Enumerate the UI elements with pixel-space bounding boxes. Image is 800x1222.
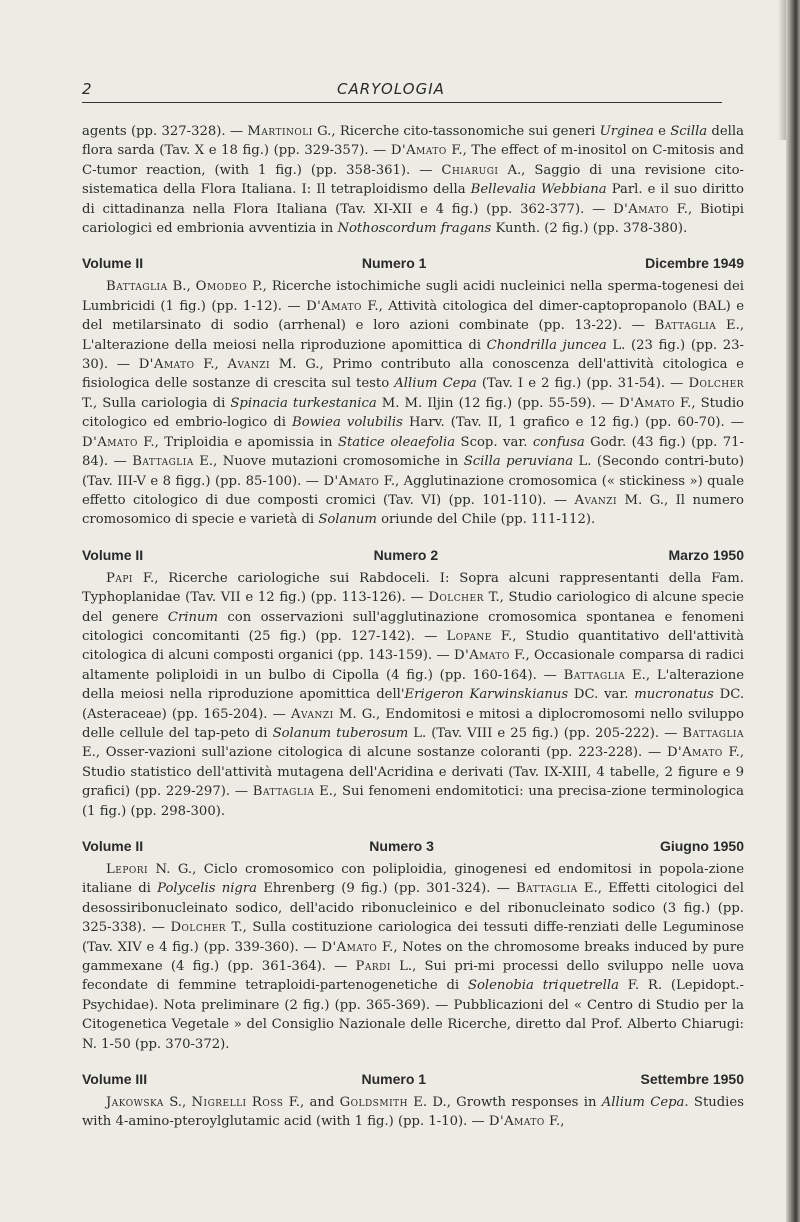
issue-heading	[82, 547, 744, 563]
text-run: T., Sulla cariologia di	[82, 395, 231, 411]
text-run: E. D., Growth responses in	[407, 1095, 602, 1111]
text-run: F., Ricerche cariologiche sui Rabdoceli. I: Sopra alcuni rappresentanti della Fam. Typhoplanidae (Tav. VII e 12 fig.) (pp. 113-126). —	[82, 570, 744, 606]
author-name: D'Amato	[613, 201, 669, 217]
taxon-name: Solenobia triquetrella	[467, 978, 619, 994]
author-name: Papi	[106, 570, 133, 586]
author-name: D'Amato	[454, 648, 510, 664]
text-run: E., Nuove mutazioni cromosomiche in	[193, 454, 464, 470]
volume-label: Volume II	[82, 255, 144, 272]
text-run: E., Osser-vazioni sull'azione citologica di alcune sostanze coloranti (pp. 223-228). —	[82, 745, 667, 761]
text-run: F., and	[283, 1095, 340, 1111]
author-name: Dolcher	[170, 920, 226, 936]
running-header	[82, 80, 722, 103]
author-name: D'Amato	[619, 395, 675, 411]
text-run: F., Studio statistico dell'attività mutagena dell'Acridina e derivati (Tav. IX-XIII, 4 tabelle, 2 figure e 9 grafici) (pp. 229-297). —	[82, 745, 745, 800]
text-run: Scop. var.	[455, 434, 533, 450]
author-name: Battaglia	[252, 784, 315, 800]
issue-heading	[82, 1071, 744, 1087]
author-name: Battaglia	[132, 454, 194, 470]
author-name: D'Amato	[666, 745, 723, 761]
issue-date: Settembre 1950	[640, 1071, 744, 1088]
author-name: Lopane	[446, 628, 492, 644]
text-run: B.,	[167, 279, 196, 295]
author-name: D'Amato	[321, 939, 378, 955]
taxon-name: Urginea	[599, 124, 654, 139]
author-name: Omodeo	[195, 279, 248, 295]
taxon-name: Chondrilla juncea	[486, 337, 607, 353]
text-run: oriunde del Chile (pp. 111-112).	[376, 512, 596, 528]
author-name: Nigrelli	[191, 1095, 247, 1111]
text-run: F.,	[544, 1114, 565, 1130]
author-name: Jakowska	[106, 1095, 164, 1111]
page-number: 2	[82, 80, 92, 98]
taxon-name: Nothoscordum fragans	[337, 221, 492, 237]
text-run: con osservazioni sull'agglutinazione cromosomica spontanea e fenomeni citologici concomitanti (25 fig.) (pp. 127-142). —	[82, 609, 744, 644]
text-run: N. G., Ciclo cromosomico con poliploidia, ginogenesi ed endomitosi in popola-zione italiane di	[82, 862, 744, 897]
text-run: F., Attività citologica del dimer-captopropanolo (BAL) e del metilarsinato di sodio (arrhenal) e loro azioni combinate (pp. 13-22). —	[82, 298, 744, 334]
text-run: F., Occasionale comparsa di radici altamente poliploidi in un bulbo di Cipolla (4 fig.) (pp. 160-164). —	[82, 648, 744, 683]
text-run: T., Studio cariologico di alcune specie del genere	[82, 590, 744, 625]
taxon-name: Crinum	[167, 609, 219, 625]
author-name: Avanzi	[574, 492, 618, 508]
numero-label: Numero 3	[369, 838, 434, 854]
text-run: E., L'alterazione della meiosi nella riproduzione apomittica dell'	[82, 667, 745, 703]
text-run: L. (Tav. VIII e 25 fig.) (pp. 205-222). —	[408, 725, 683, 741]
author-name: Dolcher	[428, 590, 484, 606]
text-run: F., Biotipi cariologici ed embrionia avventizia in	[82, 201, 745, 237]
text-run: L., Sui pri-mi processi dello sviluppo nelle uova fecondate di femmine tetraploidi-partenogenetiche di	[82, 959, 744, 994]
taxon-name: Bowiea volubilis	[292, 415, 403, 431]
issue-contents-paragraph	[82, 860, 744, 1054]
author-name: D'Amato	[390, 143, 447, 159]
text-run: F., Studio citologico ed embrio-logico di	[82, 395, 744, 431]
author-name: D'Amato	[306, 298, 362, 314]
text-run: F., Studio quantitativo dell'attività citologica di alcuni composti organici (pp. 143-159). —	[82, 628, 744, 664]
taxon-name: Scilla	[670, 124, 708, 139]
numero-label: Numero 1	[361, 1071, 427, 1088]
text-run: Ehrenberg (9 fig.) (pp. 301-324). —	[257, 881, 517, 897]
text-run: M. G., Endomitosi e mitosi a diplocromosomi nello sviluppo delle cellule del tap-peto di	[82, 706, 744, 741]
text-run: (Tav. I e 2 fig.) (pp. 31-54). —	[476, 376, 689, 392]
author-name: D'Amato	[82, 434, 138, 450]
volume-label: Volume II	[82, 838, 144, 854]
author-name: Dolcher	[688, 376, 744, 392]
taxon-name: Solanum tuberosum	[272, 725, 409, 741]
text-run: . Studies with 4-amino-pteroylglutamic acid (with 1 fig.) (pp. 1-10). —	[82, 1095, 744, 1130]
author-name: Battaglia	[106, 279, 168, 295]
text-run: agents (pp. 327-328). —	[82, 124, 248, 139]
text-run: e	[653, 124, 671, 139]
author-name: Battaglia	[682, 725, 744, 741]
issue-date: Marzo 1950	[668, 546, 744, 563]
text-run: DC. var.	[568, 687, 635, 703]
text-run: Godr. (43 fig.) (pp. 71-84). —	[82, 434, 745, 470]
taxon-name: Allium Cepa	[601, 1095, 685, 1111]
author-name: D'Amato	[323, 473, 380, 489]
author-name: Avanzi	[291, 706, 334, 722]
author-name: Chiarugi	[441, 162, 499, 178]
author-name: D'Amato	[488, 1114, 545, 1130]
page-body	[82, 122, 744, 1132]
issue-date: Dicembre 1949	[645, 255, 744, 272]
taxon-name: Solanum	[318, 512, 377, 528]
text-run: F., The effect of m-inositol on C-mitosis and C-tumor reaction, (with 1 fig.) (pp. 358-361). —	[82, 143, 744, 178]
page-edge-shadow	[786, 0, 800, 1222]
author-name: Battaglia	[563, 667, 626, 683]
issue-heading	[82, 255, 744, 271]
text-run: E., Sui fenomeni endomitotici: una precisa-zione terminologica (1 fig.) (pp. 298-300).	[82, 784, 744, 819]
taxon-name: confusa	[532, 434, 585, 450]
numero-label: Numero 2	[373, 546, 439, 563]
author-name: Battaglia	[654, 318, 717, 334]
author-name: Pardi	[355, 959, 391, 975]
author-name: D'Amato	[138, 357, 195, 373]
author-name: Lepori	[106, 862, 149, 877]
taxon-name: Spinacia turkestanica	[230, 395, 377, 411]
author-name: Goldsmith	[339, 1095, 408, 1111]
text-run: A., Saggio di una revisione cito-sistematica della Flora Italiana. I: Il tetraploidismo della	[82, 162, 744, 198]
text-run: L. (23 fig.) (pp. 23-30). —	[82, 337, 744, 373]
text-run: E., Effetti citologici del desossiribonucleinato sodico, dell'acido ribonucleinico e del ribonucleinato sodico (3 fig.) (pp. 325-338). —	[82, 881, 744, 936]
text-run: M. M. Iljin (12 fig.) (pp. 55-59). —	[376, 395, 620, 411]
numero-label: Numero 1	[361, 255, 427, 272]
author-name: Martinoli	[247, 124, 313, 139]
intro-paragraph	[82, 122, 744, 238]
volume-label: Volume II	[82, 546, 144, 563]
text-run: della flora sarda (Tav. X e 18 fig.) (pp. 329-357). —	[82, 124, 744, 159]
text-run: L. (Secondo contri-buto) (Tav. III-V e 8 figg.) (pp. 85-100). —	[82, 454, 744, 489]
text-run: F., Agglutinazione cromosomica (« stickiness ») quale effetto citologico di due composti cromici (Tav. VI) (pp. 101-110). —	[82, 473, 744, 508]
text-run: G., Ricerche cito-tassonomiche sui generi	[312, 124, 600, 139]
text-run: S.,	[163, 1095, 192, 1111]
text-run: F.,	[194, 357, 228, 373]
text-run: DC. (Asteraceae) (pp. 165-204). —	[82, 687, 745, 722]
text-run: Harv. (Tav. II, 1 grafico e 12 fig.) (pp. 60-70). —	[402, 415, 744, 431]
author-name: Battaglia	[516, 881, 578, 897]
taxon-name: mucronatus	[634, 687, 714, 703]
text-run: T., Sulla costituzione cariologica dei tessuti diffe-renziati delle Leguminose (Tav. XIV e 4 fig.) (pp. 339-360). —	[82, 920, 744, 955]
text-run: F., Triploidia e apomissia in	[137, 434, 338, 450]
taxon-name: Bellevalia Webbiana	[470, 182, 607, 198]
taxon-name: Statice oleaefolia	[337, 434, 456, 450]
text-run: M. G., Il numero cromosomico di specie e varietà di	[82, 492, 744, 528]
author-name: Ross	[251, 1095, 284, 1111]
page-edge-shadow-top	[778, 0, 786, 140]
taxon-name: Polycelis nigra	[157, 881, 258, 897]
text-run: Kunth. (2 fig.) (pp. 378-380).	[491, 221, 688, 237]
author-name: Avanzi	[227, 357, 271, 373]
text-run: E., L'alterazione della meiosi nella riproduzione apomittica di	[82, 318, 745, 353]
journal-title: CARYOLOGIA	[337, 80, 445, 98]
text-run: Parl. e il suo diritto di cittadinanza nella Flora Italiana (Tav. XI-XII e 4 fig.) (pp. 362-377). —	[82, 182, 745, 217]
issue-contents-paragraph	[82, 277, 744, 529]
text-run: M. G., Primo contributo alla conoscenza dell'attività citologica e fisiologica delle sostanze di crescita sul testo	[82, 357, 744, 392]
taxon-name: Allium Cepa	[394, 376, 477, 392]
issue-heading	[82, 838, 744, 854]
taxon-name: Erigeron Karwinskianus	[404, 687, 569, 703]
volume-label: Volume III	[82, 1071, 148, 1088]
text-run: P., Ricerche istochimiche sugli acidi nucleinici nella sperma-togenesi dei Lumbricidi (1 fig.) (pp. 1-12). —	[82, 279, 744, 314]
text-run: F. R. (Lepidopt.-Psychidae). Nota preliminare (2 fig.) (pp. 365-369). — Pubblicazioni del « Centro di Studio per la Citogenetica Vegetale » del Consiglio Nazionale delle Ricerche, diretto dal Prof. Alberto Chiarugi: N. 1-50 (pp. 370-372).	[82, 978, 744, 1052]
taxon-name: Scilla peruviana	[463, 454, 574, 470]
issue-contents-paragraph	[82, 1093, 744, 1132]
issue-contents-paragraph	[82, 569, 744, 821]
text-run: F., Notes on the chromosome breaks induced by pure gammexane (4 fig.) (pp. 361-364). —	[82, 939, 744, 975]
issue-date: Giugno 1950	[659, 838, 744, 854]
